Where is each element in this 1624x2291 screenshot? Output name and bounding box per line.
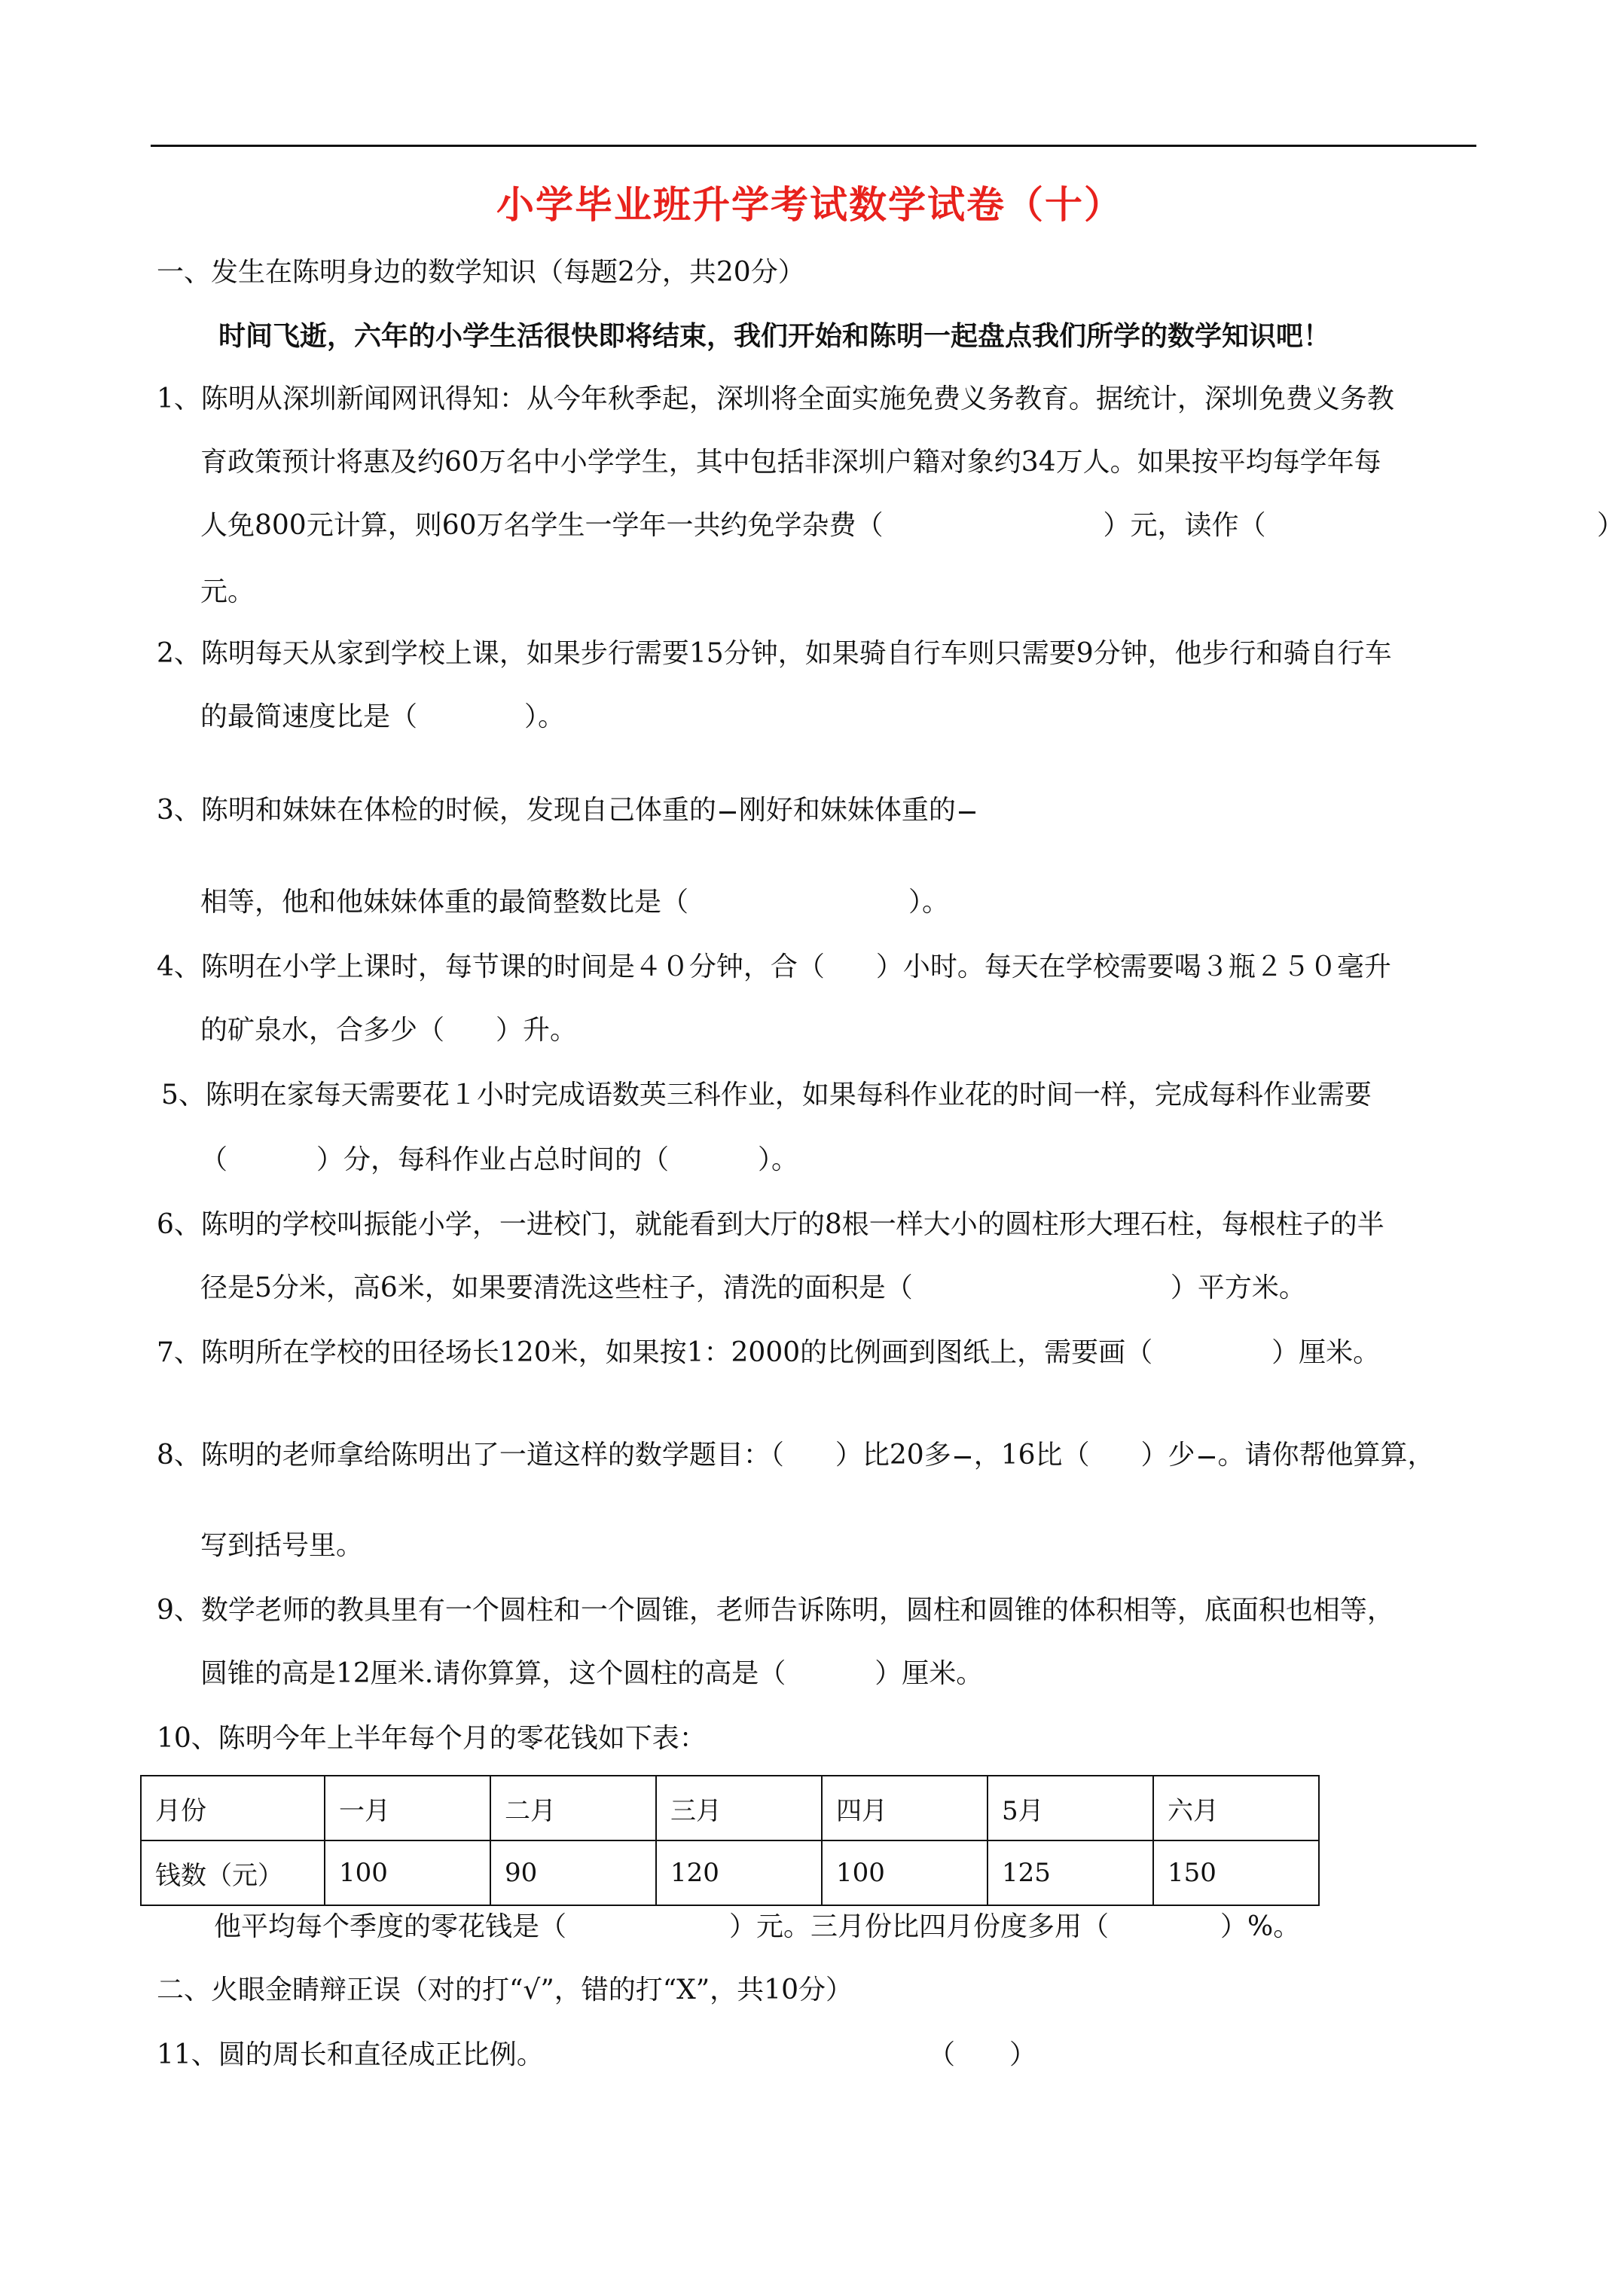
q8-line1 [157, 1439, 1435, 1472]
q4-line1 [157, 951, 1391, 984]
fraction-bar [1198, 1456, 1215, 1459]
table-cell: 月份 [141, 1776, 325, 1840]
q3-line2-end: ）。 [908, 887, 950, 918]
q2-line2-text: 的最简速度比是（ [200, 701, 418, 732]
fraction-bar [719, 811, 736, 814]
table-cell: 一月 [325, 1776, 490, 1840]
section1-intro: 时间飞逝，六年的小学生活很快即将结束，我们开始和陈明一起盘点我们所学的数学知识吧！ [218, 320, 1331, 352]
q4-line2 [200, 1014, 577, 1047]
q5-line2 [200, 1144, 798, 1177]
q1-line3 [200, 509, 1266, 542]
q8-line1-text: 8、陈明的老师拿给陈明出了一道这样的数学题目：（ [157, 1440, 784, 1471]
q6-line1: 6、陈明的学校叫振能小学，一进校门，就能看到大厅的8根一样大小的圆柱形大理石柱，每根柱子的半 [157, 1209, 1384, 1240]
q8-line1-text-b: ）比20多 [835, 1440, 951, 1471]
q1-line1: 1、陈明从深圳新闻网讯得知：从今年秋季起，深圳将全面实施免费义务教育。据统计，深圳免费义务教 [157, 383, 1394, 414]
table-cell: 二月 [490, 1776, 656, 1840]
q10-line2-text-b: ）元。三月份比四月份度多用（ [729, 1911, 1110, 1942]
q1-line3-text-b: ）元，读作（ [1103, 510, 1266, 541]
q1-line3-text: 人免800元计算，则60万名学生一学年一共约免学杂费（ [200, 510, 884, 541]
q10-line2-text: 他平均每个季度的零花钱是（ [214, 1911, 567, 1942]
q1-line4: 元。 [200, 576, 255, 607]
table-cell: 四月 [822, 1776, 988, 1840]
q3-line1-text: 3、陈明和妹妹在体检的时候，发现自己体重的 [157, 795, 716, 826]
table-cell: 150 [1153, 1840, 1319, 1905]
q8-line2: 写到括号里。 [200, 1530, 364, 1561]
table-cell: 120 [656, 1840, 822, 1905]
section2-heading: 二、火眼金睛辩正误（对的打“√”，错的打“X”，共10分） [157, 1975, 853, 2005]
q10-line1: 10、陈明今年上半年每个月的零花钱如下表： [157, 1723, 707, 1754]
q4-line2-end: ）升。 [496, 1015, 578, 1046]
q7-line1 [157, 1336, 1380, 1370]
q4-line2-text: 的矿泉水，合多少（ [200, 1015, 445, 1046]
q5-line2-text: ）分，每科作业占总时间的（ [316, 1144, 670, 1175]
q2-line2 [200, 701, 565, 734]
q2-line1: 2、陈明每天从家到学校上课，如果步行需要15分钟，如果骑自行车则只需要9分钟，他步行和骑自行车 [157, 638, 1392, 669]
q2-line2-end: ）。 [524, 701, 566, 732]
q8-line1-text-d: ）少 [1140, 1440, 1195, 1471]
q3-line1-text-b: 刚好和妹妹体重的 [738, 795, 956, 826]
q6-line2 [200, 1272, 1306, 1305]
table-header-row [141, 1776, 1319, 1840]
q9-line2 [200, 1657, 983, 1691]
q9-line1: 9、数学老师的教具里有一个圆柱和一个圆锥，老师告诉陈明，圆柱和圆锥的体积相等，底面积也相等， [157, 1595, 1394, 1626]
q1-line2: 育政策预计将惠及约60万名中小学学生，其中包括非深圳户籍对象约34万人。如果按平均每学年每 [200, 447, 1381, 478]
top-rule [151, 145, 1476, 147]
q6-line2-text: 径是5分米，高6米，如果要清洗这些柱子，清洗的面积是（ [200, 1272, 913, 1303]
q6-line2-end: ）平方米。 [1170, 1272, 1306, 1303]
q7-line1-end: ）厘米。 [1271, 1337, 1381, 1368]
q5-line2-end: ）。 [758, 1144, 799, 1175]
q8-line1-text-e: 。请你帮他算算， [1217, 1440, 1435, 1471]
fraction-bar [959, 811, 975, 814]
table-cell: 125 [988, 1840, 1153, 1905]
q10-line2-end: ）%。 [1220, 1911, 1301, 1942]
table-cell: 90 [490, 1840, 656, 1905]
q10-line2 [214, 1911, 1300, 1944]
q3-line2-text: 相等，他和他妹妹体重的最简整数比是（ [200, 887, 689, 918]
q3-line1 [157, 794, 978, 827]
table-cell: 钱数（元） [141, 1840, 325, 1905]
q11-answer-parens[interactable]: （ ） [928, 2039, 1037, 2070]
table-row [141, 1840, 1319, 1905]
q9-line2-text: 圆锥的高是12厘米.请你算算，这个圆柱的高是（ [200, 1658, 786, 1689]
q8-line1-text-c: ，16比（ [973, 1440, 1090, 1471]
q4-line1-text: 4、陈明在小学上课时，每节课的时间是４０分钟，合（ [157, 952, 825, 982]
table-cell: 三月 [656, 1776, 822, 1840]
table-cell: 100 [822, 1840, 988, 1905]
table-cell: 六月 [1153, 1776, 1319, 1840]
q11-text: 11、圆的周长和直径成正比例。 [157, 2039, 544, 2070]
q5-line2-open: （ [200, 1144, 228, 1175]
q3-line2 [200, 886, 949, 919]
q9-line2-end: ）厘米。 [875, 1658, 984, 1689]
page-title: 小学毕业班升学考试数学试卷（十） [496, 182, 1123, 227]
q4-line1-text-b: ）小时。每天在学校需要喝３瓶２５０毫升 [875, 952, 1391, 982]
q5-line1: 5、陈明在家每天需要花１小时完成语数英三科作业，如果每科作业花的时间一样，完成每科作业需要 [161, 1080, 1372, 1110]
table-cell: 5月 [988, 1776, 1153, 1840]
table-cell: 100 [325, 1840, 490, 1905]
pocket-money-table [140, 1775, 1320, 1906]
q7-line1-text: 7、陈明所在学校的田径场长120米，如果按1：2000的比例画到图纸上，需要画（ [157, 1337, 1153, 1368]
section1-heading: 一、发生在陈明身边的数学知识（每题2分，共20分） [157, 257, 805, 288]
q1-right-paren: ） [1597, 510, 1624, 541]
fraction-bar [954, 1456, 971, 1459]
